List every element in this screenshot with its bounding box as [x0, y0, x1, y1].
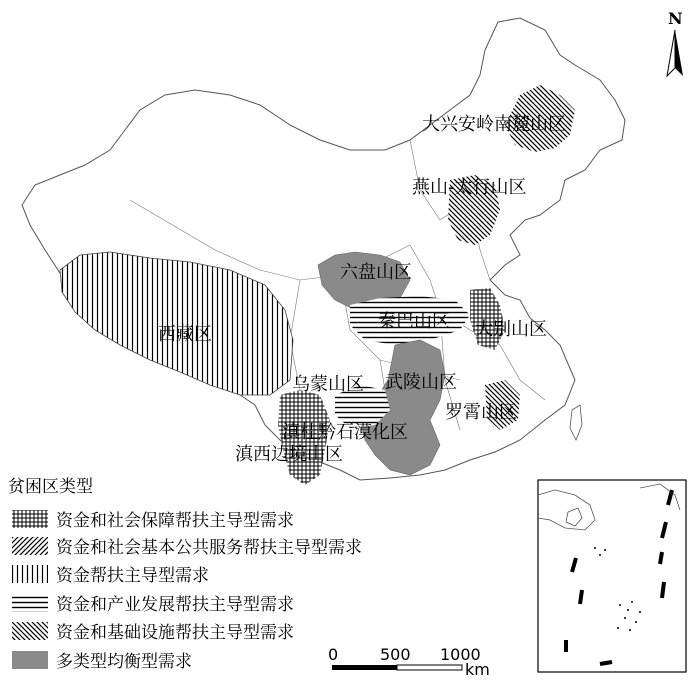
legend-title: 贫困区类型 [8, 477, 93, 497]
legend-swatch-horizontal [12, 594, 48, 612]
legend-label-3: 资金和产业发展帮扶主导型需求 [56, 595, 294, 615]
north-arrow-icon [667, 9, 683, 76]
scale-tick-2: 1000 [440, 645, 481, 664]
legend-swatch-gray [12, 651, 48, 669]
label-dianguiqian: 滇桂黔石漠化区 [282, 422, 408, 443]
label-qinba: 秦巴山区 [378, 311, 450, 332]
label-wuling: 武陵山区 [385, 372, 457, 393]
legend-swatch-vertical [12, 565, 48, 583]
svg-text:N: N [668, 9, 683, 28]
legend-label-1: 资金和社会基本公共服务帮扶主导型需求 [56, 538, 362, 558]
label-dabieshan: 大别山区 [475, 319, 547, 340]
legend-label-4: 资金和基础设施帮扶主导型需求 [56, 623, 294, 643]
label-xizang: 西藏区 [158, 324, 212, 345]
south-china-sea-inset [538, 480, 686, 672]
label-liupanshan: 六盘山区 [340, 262, 412, 283]
legend-swatch-slash [12, 537, 48, 555]
legend-label-5: 多类型均衡型需求 [56, 652, 192, 672]
label-daxinganling: 大兴安岭南麓山区 [422, 114, 566, 135]
scale-tick-0: 0 [328, 645, 339, 664]
legend-label-2: 资金帮扶主导型需求 [56, 566, 209, 586]
legend-label-0: 资金和社会保障帮扶主导型需求 [56, 511, 294, 531]
legend-swatch-backslash [12, 622, 48, 640]
scale-bar [328, 645, 490, 679]
label-luoxiao: 罗霄山区 [445, 402, 517, 423]
scale-unit: km [465, 660, 490, 679]
label-yanshan-taihang: 燕山-太行山区 [412, 177, 527, 198]
scale-tick-1: 500 [380, 645, 411, 664]
taiwan [570, 405, 582, 440]
legend-swatch-grid [12, 510, 48, 528]
legend [8, 477, 362, 672]
label-dianxi: 滇西边境山区 [235, 444, 343, 465]
label-wumeng: 乌蒙山区 [292, 374, 364, 395]
